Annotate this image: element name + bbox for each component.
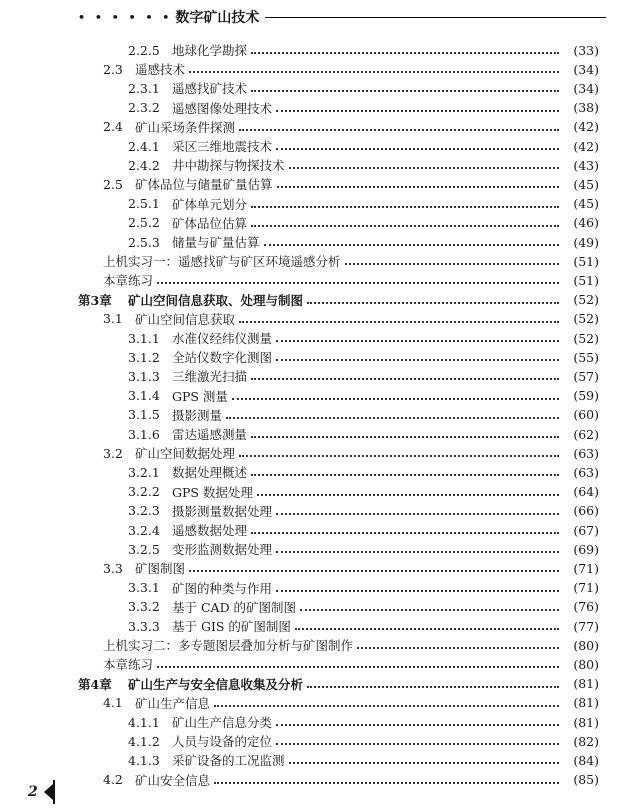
toc-entry-title: 矿山采场条件探测: [135, 119, 236, 135]
toc-entry-number: 2.4.1: [128, 138, 160, 154]
toc-entry: [128, 463, 599, 481]
toc-entry: [103, 771, 599, 789]
toc-entry-number: 2.5.3: [128, 234, 160, 250]
toc-entry: [103, 694, 599, 712]
toc-entry-page: (59): [573, 388, 599, 404]
toc-entry-page: (69): [573, 541, 599, 557]
toc-entry-number: 2.3.2: [128, 100, 160, 116]
toc-entry-page: (43): [573, 157, 599, 173]
dot-leader: [251, 90, 559, 92]
toc-entry: [128, 387, 599, 405]
toc-entry-number: 3.1.5: [128, 407, 160, 423]
toc-entry-number: 4.1.3: [128, 752, 160, 768]
toc-entry: [128, 713, 599, 731]
dot-leader: [357, 647, 559, 649]
toc-entry-title: 矿体品位估算: [172, 215, 248, 231]
dot-leader: [276, 743, 559, 745]
toc-entry-page: (34): [573, 61, 599, 77]
toc-entry-page: (55): [573, 349, 599, 365]
toc-entry-number: 2.3: [103, 61, 123, 77]
toc-entry-title: 矿体品位与储量矿量估算: [135, 177, 273, 193]
toc-entry-page: (76): [573, 599, 599, 615]
toc-entry-number: 3.3.2: [128, 599, 160, 615]
toc-entry-number: 第4章: [78, 676, 112, 692]
toc-entry-title: GPS 数据处理: [172, 484, 253, 500]
toc-entry-page: (80): [573, 637, 599, 653]
toc-entry: [128, 99, 599, 117]
dot-leader: [289, 167, 559, 169]
header-title: 数字矿山技术: [175, 10, 260, 26]
toc-entry-number: 2.5: [103, 176, 123, 192]
toc-entry: [128, 214, 599, 232]
toc-entry-number: 3.2.2: [128, 484, 160, 500]
toc-entry: [128, 41, 599, 59]
toc-entry-page: (38): [573, 100, 599, 116]
toc-entry-title: 矿山安全信息: [135, 772, 211, 788]
dot-leader: [307, 686, 559, 688]
toc-entry: [103, 655, 599, 673]
toc-entry-page: (85): [573, 772, 599, 788]
dot-leader: [277, 186, 559, 188]
header-dots: • • • • • •: [78, 10, 173, 24]
toc-entry-title: 基于 CAD 的矿图制图: [172, 599, 297, 615]
toc-entry-number: 2.3.1: [128, 80, 160, 96]
toc-entry-number: 3.1.6: [128, 426, 160, 442]
dot-leader: [276, 148, 559, 150]
toc-entry-number: 3.1.2: [128, 349, 160, 365]
dot-leader: [232, 398, 559, 400]
toc-entry-number: 2.5.1: [128, 196, 160, 212]
toc-entry-page: (84): [573, 752, 599, 768]
toc-entry-page: (82): [573, 733, 599, 749]
toc-entry-title: 遥感数据处理: [172, 523, 248, 538]
toc-entry-page: (64): [573, 484, 599, 500]
toc-entry-page: (33): [573, 42, 599, 58]
toc-entry-number: 3.1.3: [128, 368, 160, 384]
toc-entry: [128, 348, 599, 366]
toc-entry-title: 矿图的种类与作用: [172, 580, 273, 596]
toc-entry-title: 矿山空间信息获取、处理与制图: [128, 292, 304, 308]
toc-entry-number: 4.1.1: [128, 714, 160, 730]
folio-triangle-icon: [44, 784, 53, 800]
folio-bar: [53, 780, 55, 804]
toc-entry-title: 基于 GIS 的矿图制图: [172, 619, 291, 634]
dot-leader: [251, 436, 559, 438]
toc-entry-page: (81): [573, 714, 599, 730]
dot-leader: [289, 762, 559, 764]
dot-leader: [157, 666, 559, 668]
dot-leader: [239, 321, 559, 323]
toc-entry-page: (52): [573, 311, 599, 327]
toc-entry: [128, 195, 599, 213]
toc-entry: [128, 751, 599, 769]
toc-entry-title: 地球化学勘探: [172, 43, 248, 58]
toc-entry-page: (63): [573, 445, 599, 461]
toc-entry-title: 人员与设备的定位: [172, 734, 273, 750]
toc-entry-number: 4.2: [103, 772, 123, 788]
dot-leader: [239, 455, 559, 457]
page-folio: [28, 780, 55, 804]
toc-entry-title: 矿山生产信息分类: [172, 715, 273, 730]
toc-entry-page: (60): [573, 407, 599, 423]
toc-entry-number: 第3章: [78, 292, 112, 308]
toc-entry-number: 2.2.5: [128, 42, 160, 58]
toc-entry-page: (42): [573, 138, 599, 154]
dot-leader: [276, 590, 559, 592]
toc-entry-page: (81): [573, 676, 599, 692]
toc-entry: [128, 540, 599, 558]
toc-entry-page: (71): [573, 560, 599, 576]
toc-entry: [103, 310, 599, 328]
dot-leader: [251, 52, 559, 54]
dot-leader: [251, 474, 559, 476]
toc-entry-page: (81): [573, 695, 599, 711]
dot-leader: [214, 705, 559, 707]
toc-entry: [128, 367, 599, 385]
toc-entry: [128, 617, 599, 635]
toc-entry-title: 摄影测量: [172, 407, 223, 423]
toc-entry: [128, 156, 599, 174]
page-number: 2: [28, 784, 38, 800]
toc-entry-number: 2.4.2: [128, 157, 160, 173]
toc-entry: [128, 521, 599, 539]
toc-entry-title: 矿山生产与安全信息收集及分析: [128, 676, 304, 692]
toc-entry-title: GPS 测量: [172, 388, 228, 404]
toc-entry-page: (34): [573, 80, 599, 96]
dot-leader: [251, 206, 559, 208]
toc-entry-page: (46): [573, 215, 599, 231]
toc-entry-title: 遥感技术: [135, 62, 186, 78]
toc-entry: [103, 559, 599, 577]
toc-entry-page: (51): [573, 253, 599, 269]
toc-entry-number: 3.2.1: [128, 464, 160, 480]
toc-entry-page: (67): [573, 522, 599, 538]
toc-entry: [103, 118, 599, 136]
toc-entry-title: 矿山空间信息获取: [135, 311, 236, 327]
toc-entry-title: 雷达遥感测量: [172, 427, 248, 442]
dot-leader: [345, 263, 559, 265]
toc-entry-title: 矿山空间数据处理: [135, 446, 236, 462]
toc-entry-number: 2.5.2: [128, 215, 160, 231]
toc-entry-page: (57): [573, 368, 599, 384]
toc-entry: [103, 60, 599, 78]
toc-entry: [103, 175, 599, 193]
toc-entry: [128, 79, 599, 97]
dot-leader: [276, 110, 559, 112]
toc-entry-title: 上机实习二：多专题图层叠加分析与矿图制作: [103, 638, 354, 654]
toc-entry-number: 3.3.3: [128, 618, 160, 634]
toc-entry-number: 3.1.1: [128, 330, 160, 346]
toc-entry-title: 采矿设备的工况监测: [172, 753, 285, 769]
toc-entry: [128, 137, 599, 155]
toc-entry-number: 3.2.3: [128, 503, 160, 519]
toc-entry: [128, 732, 599, 750]
dot-leader: [226, 417, 559, 419]
toc-entry-title: 上机实习一：遥感找矿与矿区环境遥感分析: [103, 254, 341, 270]
toc-entry: [128, 329, 599, 347]
dot-leader: [257, 494, 559, 496]
toc-entry-number: 3.2.4: [128, 522, 160, 538]
toc-entry-title: 遥感找矿技术: [172, 81, 248, 97]
toc-entry-page: (45): [573, 176, 599, 192]
toc-entry-title: 本章练习: [103, 273, 154, 289]
dot-leader: [276, 513, 559, 515]
dot-leader: [276, 359, 559, 361]
toc-entry-number: 3.2: [103, 445, 123, 461]
toc-entry-number: 3.1: [103, 311, 123, 327]
toc-entry-page: (49): [573, 234, 599, 250]
toc-entry-title: 本章练习: [103, 657, 154, 673]
toc-entry: [128, 483, 599, 501]
toc-entry-title: 矿体单元划分: [172, 196, 248, 212]
toc-entry-title: 井中勘探与物探技术: [172, 158, 285, 174]
toc-entry: [128, 579, 599, 597]
toc-entry-number: 3.3: [103, 560, 123, 576]
dot-leader: [189, 570, 559, 572]
toc-entry-title: 变形监测数据处理: [172, 542, 273, 558]
toc-entry-page: (77): [573, 618, 599, 634]
dot-leader: [214, 782, 559, 784]
toc-entry-page: (45): [573, 196, 599, 212]
toc-entry-number: 3.2.5: [128, 541, 160, 557]
toc-entry-number: 3.1.4: [128, 388, 160, 404]
toc-entry-number: 2.4: [103, 119, 123, 135]
toc-entry-page: (80): [573, 656, 599, 672]
toc-entry-title: 摄影测量数据处理: [172, 503, 273, 519]
dot-leader: [295, 628, 559, 630]
dot-leader: [251, 378, 559, 380]
toc-entry-page: (71): [573, 580, 599, 596]
running-header: [78, 6, 606, 28]
toc-entry: [103, 636, 599, 654]
toc-entry: [103, 271, 599, 289]
toc-entry-page: (62): [573, 426, 599, 442]
toc-entry-page: (63): [573, 464, 599, 480]
dot-leader: [251, 532, 559, 534]
toc-entry-page: (52): [573, 292, 599, 308]
dot-leader: [300, 609, 559, 611]
toc-entry: [128, 233, 599, 251]
toc-entry: [78, 675, 599, 693]
toc-entry-page: (51): [573, 272, 599, 288]
toc-entry-number: 4.1.2: [128, 733, 160, 749]
dot-leader: [239, 129, 559, 131]
toc-entry-title: 全站仪数字化测图: [172, 350, 273, 366]
dot-leader: [276, 340, 559, 342]
toc-entry-title: 遥感图像处理技术: [172, 100, 273, 116]
dot-leader: [276, 724, 559, 726]
toc-entry-number: 4.1: [103, 695, 123, 711]
dot-leader: [276, 551, 559, 553]
toc-entry-number: 3.3.1: [128, 580, 160, 596]
dot-leader: [264, 244, 559, 246]
toc-entry: [128, 406, 599, 424]
toc-entry-page: (42): [573, 119, 599, 135]
dot-leader: [307, 302, 559, 304]
toc-entry: [103, 444, 599, 462]
toc-entry-title: 水准仪经纬仪测量: [172, 331, 273, 346]
toc-entry: [78, 291, 599, 309]
dot-leader: [251, 225, 559, 227]
toc-entry-title: 储量与矿量估算: [172, 235, 260, 250]
dot-leader: [157, 282, 559, 284]
toc-entry-title: 三维激光扫描: [172, 369, 248, 385]
toc-entry-title: 矿图制图: [135, 561, 186, 577]
toc-entry-page: (52): [573, 330, 599, 346]
toc-entry: [128, 425, 599, 443]
toc-entry: [128, 598, 599, 616]
header-rule: [265, 17, 606, 18]
toc-entry: [103, 252, 599, 270]
toc-entry-title: 数据处理概述: [172, 465, 248, 481]
toc-entry: [128, 502, 599, 520]
toc-entry-title: 采区三维地震技术: [172, 139, 273, 154]
toc-entry-title: 矿山生产信息: [135, 695, 211, 711]
dot-leader: [189, 71, 559, 73]
toc-entry-page: (66): [573, 503, 599, 519]
